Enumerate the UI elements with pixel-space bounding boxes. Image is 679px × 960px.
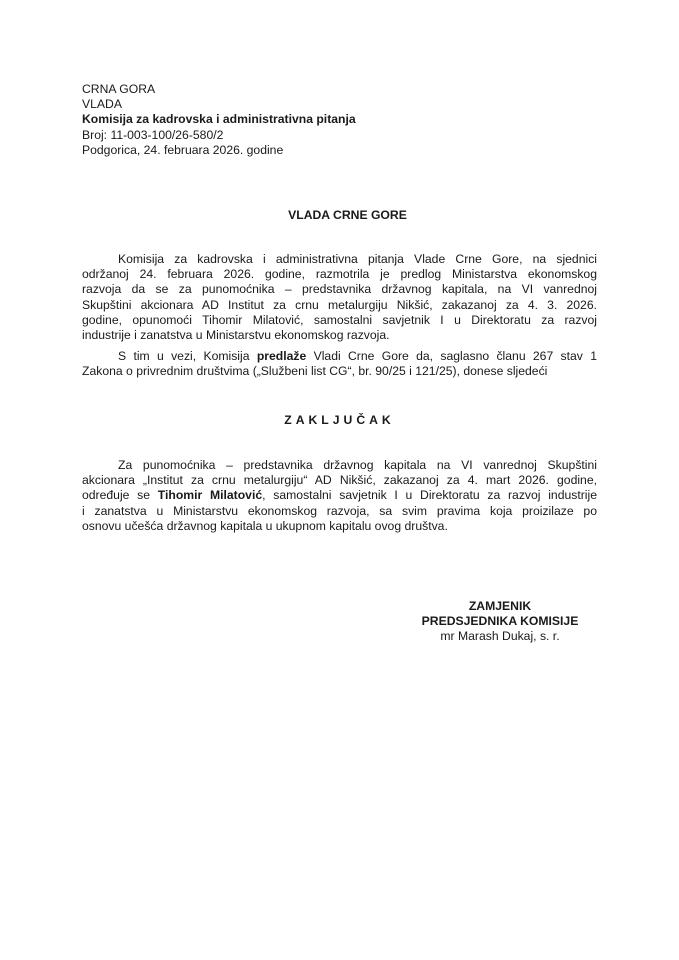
country-name: CRNA GORA bbox=[82, 82, 156, 96]
paragraph-line: razvoja da se za punomoćnika – predstavnika državnog kapitala, na VI vanrednoj bbox=[82, 282, 597, 297]
paragraph-line: godine, opunomoći Tihomir Milatović, samostalni savjetnik I u Direktoratu za razvoj bbox=[82, 312, 597, 327]
conclusion-title: ZAKLJUČAK bbox=[284, 413, 395, 427]
signatory-title-line2: PREDSJEDNIKA KOMISIJE bbox=[421, 614, 579, 629]
commission-name: Komisija za kadrovska i administrativna pitanja bbox=[82, 112, 356, 127]
paragraph-line: akcionara „Institut za crnu metalurgiju“ AD Nikšić, zakazanoj za 4. mart 2026. godine, bbox=[82, 473, 597, 488]
conclusion-paragraph bbox=[82, 458, 597, 534]
proposal-verb: predlaže bbox=[256, 349, 307, 363]
signatory-name: mr Marash Dukaj, s. r. bbox=[440, 629, 560, 644]
intro-paragraph bbox=[82, 252, 597, 343]
proposal-paragraph bbox=[82, 349, 597, 379]
paragraph-line: industrije i zanatstva u Ministarstvu ekonomskog razvoja. bbox=[82, 328, 390, 343]
paragraph-line: Skupštini akcionara AD Institut za crnu metalurgiju Nikšić, zakazanoj za 4. 3. 2026. bbox=[82, 297, 597, 312]
government-name: VLADA bbox=[82, 97, 122, 112]
place-and-date: Podgorica, 24. februara 2026. godine bbox=[82, 142, 284, 157]
paragraph-line: Za punomoćnika – predstavnika državnog kapitala na VI vanrednoj Skupštini bbox=[118, 458, 597, 472]
proposal-text-start: S tim u vezi, Komisija bbox=[118, 349, 257, 363]
paragraph-line bbox=[82, 349, 597, 364]
document-header bbox=[82, 82, 356, 158]
signatory-title-line1: ZAMJENIK bbox=[468, 599, 532, 613]
paragraph-line: održanoj 24. februara 2026. godine, razmotrila je predlog Ministarstva ekonomskog bbox=[82, 267, 597, 282]
paragraph-line: i zanatstva u Ministarstvu ekonomskog razvoja, sa svim pravima koja proizilaze po bbox=[82, 503, 597, 518]
paragraph-line: Zakona o privrednim društvima („Službeni list CG“, br. 90/25 i 121/25), donese sljedeći bbox=[82, 364, 548, 379]
paragraph-line bbox=[82, 488, 597, 503]
paragraph-line: osnovu učešća državnog kapitala u ukupnom kapitalu ovog društva. bbox=[82, 518, 448, 533]
appointee-name: Tihomir Milatović bbox=[157, 488, 263, 503]
signature-block bbox=[400, 599, 600, 645]
conclusion-text-end: , samostalni savjetnik I u Direktoratu za razvoj industrije bbox=[262, 488, 597, 503]
proposal-text-end: Vladi Crne Gore da, saglasno članu 267 stav 1 bbox=[306, 349, 597, 363]
conclusion-text-start: određuje se bbox=[82, 488, 158, 503]
reference-number: Broj: 11-003-100/26-580/2 bbox=[82, 127, 224, 142]
addressee-title: VLADA CRNE GORE bbox=[288, 208, 407, 222]
paragraph-line: Komisija za kadrovska i administrativna pitanja Vlade Crne Gore, na sjednici bbox=[118, 252, 597, 266]
